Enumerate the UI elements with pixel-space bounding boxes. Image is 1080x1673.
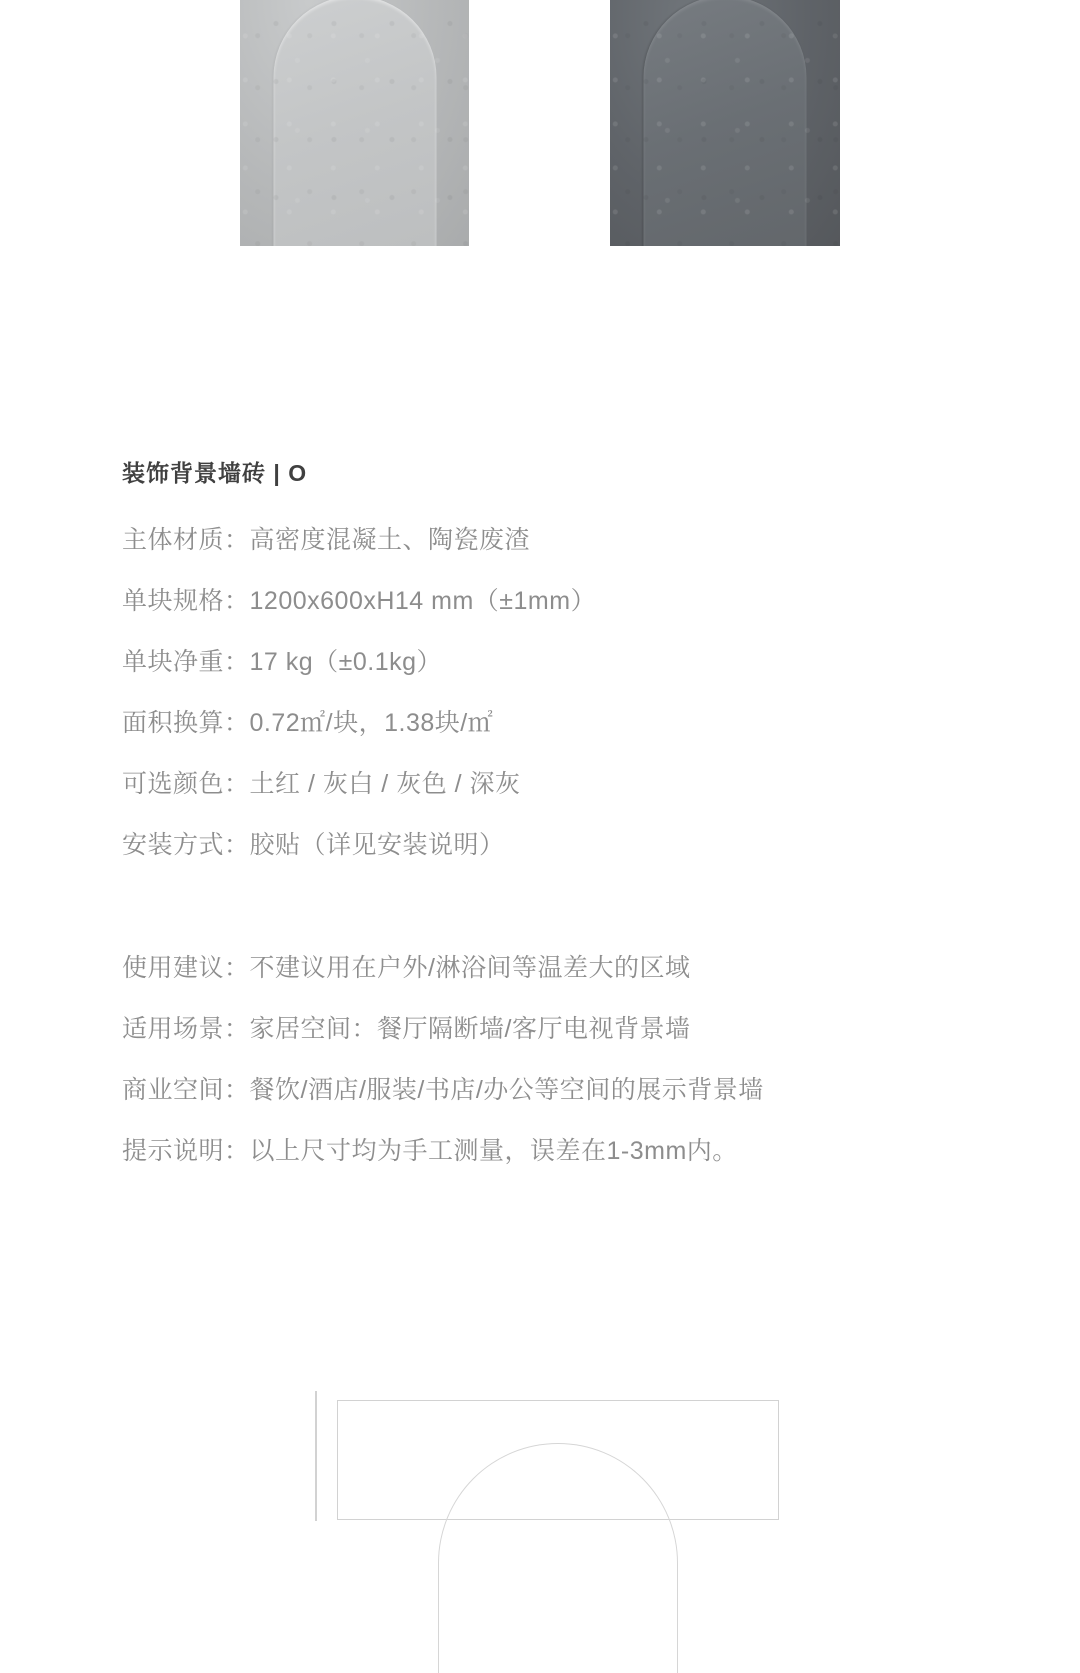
- spec-label: 使用建议：: [122, 954, 250, 982]
- spec-row: [122, 1060, 1002, 1121]
- arch-tile-outline-drawing: [0, 1390, 1080, 1479]
- spec-row: [122, 1121, 1002, 1182]
- spec-value: 以上尺寸均为手工测量，误差在1-3mm内。: [249, 1137, 738, 1165]
- spec-value: 0.72㎡/块，1.38块/㎡: [249, 709, 494, 737]
- spec-value: 17 kg（±0.1kg）: [249, 648, 443, 676]
- spec-label: 可选颜色：: [122, 770, 250, 798]
- spec-value: 土红 / 灰白 / 灰色 / 深灰: [249, 770, 521, 798]
- light-grey-arch-tile-photo: [240, 0, 469, 246]
- page-title: 装饰背景墙砖 | O: [122, 460, 308, 486]
- spec-value: 高密度混凝土、陶瓷废渣: [249, 526, 531, 554]
- spec-value: 餐饮/酒店/服装/书店/办公等空间的展示背景墙: [249, 1076, 764, 1104]
- spec-row: [122, 938, 1002, 999]
- spec-value: 家居空间：餐厅隔断墙/客厅电视背景墙: [249, 1015, 691, 1043]
- specification-block: [122, 455, 1002, 1182]
- spec-label: 适用场景：: [122, 1015, 250, 1043]
- drawing-dimension-line: [315, 1391, 317, 1521]
- spec-label: 主体材质：: [122, 526, 250, 554]
- section-divider-space: [122, 876, 1002, 938]
- spec-row: [122, 632, 1002, 693]
- spec-row: [122, 754, 1002, 815]
- drawing-outer-rectangle: [337, 1400, 779, 1520]
- spec-label: 面积换算：: [122, 709, 250, 737]
- spec-row: [122, 815, 1002, 876]
- spec-row: [122, 693, 1002, 754]
- spec-row: [122, 571, 1002, 632]
- drawing-arch-curve: [438, 1443, 678, 1673]
- arch-shape: [273, 0, 436, 246]
- spec-label: 商业空间：: [122, 1076, 250, 1104]
- spec-label: 单块净重：: [122, 648, 250, 676]
- dark-grey-arch-tile-photo: [610, 0, 840, 246]
- product-image-strip: [0, 0, 1080, 246]
- spec-label: 安装方式：: [122, 831, 250, 859]
- spec-value: 不建议用在户外/淋浴间等温差大的区域: [249, 954, 691, 982]
- spec-row: [122, 510, 1002, 571]
- spec-label: 单块规格：: [122, 587, 250, 615]
- spec-value: 胶贴（详见安装说明）: [249, 831, 505, 859]
- spec-value: 1200x600xH14 mm（±1mm）: [249, 587, 597, 615]
- arch-shape: [644, 0, 807, 246]
- spec-row: [122, 999, 1002, 1060]
- spec-label: 提示说明：: [122, 1137, 250, 1165]
